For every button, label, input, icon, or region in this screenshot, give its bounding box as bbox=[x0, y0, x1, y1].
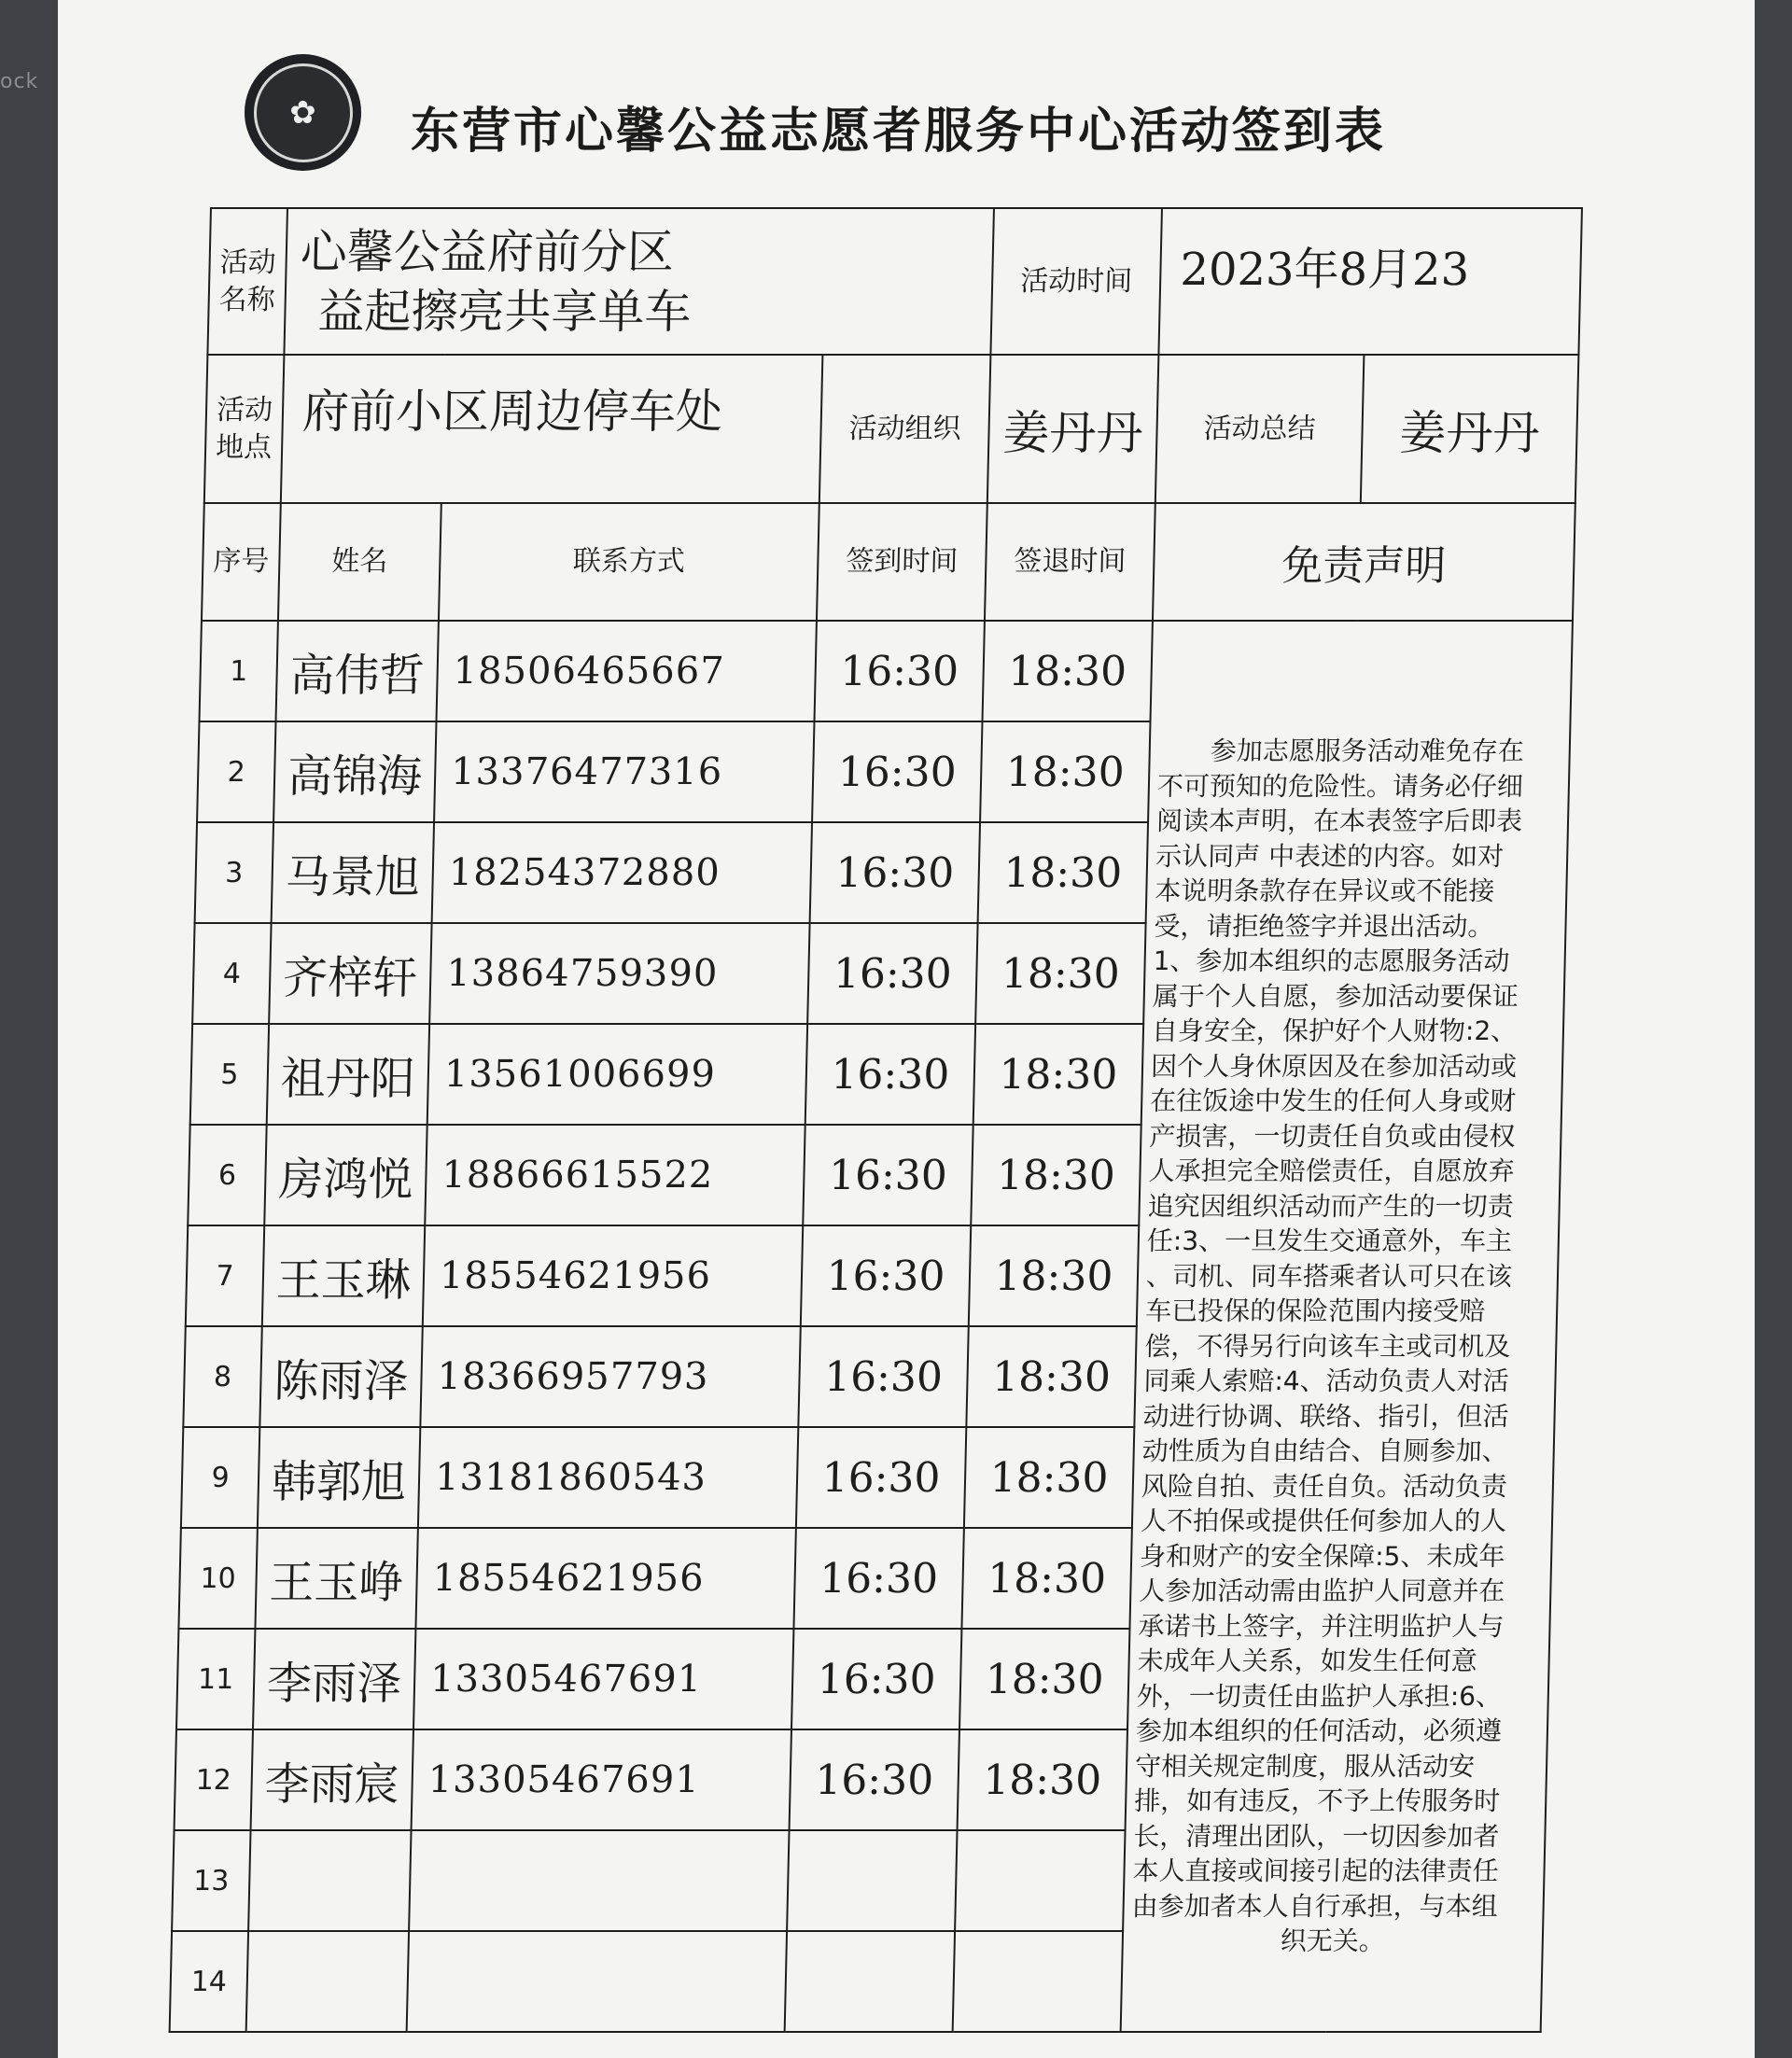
disclaimer-line: 动进行协调、联络、指引，但活 bbox=[1142, 1400, 1510, 1432]
checkin-time: 16:30 bbox=[796, 1427, 966, 1528]
participant-phone: 13561006699 bbox=[427, 1024, 807, 1125]
row-number: 12 bbox=[175, 1729, 253, 1830]
row-number: 2 bbox=[197, 721, 275, 822]
header-name: 姓名 bbox=[278, 503, 441, 621]
participant-phone: 13864759390 bbox=[429, 923, 809, 1024]
checkin-time: 16:30 bbox=[801, 1225, 971, 1326]
participant-phone: 13376477316 bbox=[434, 721, 814, 822]
participant-name bbox=[248, 1830, 411, 1931]
row-number: 6 bbox=[188, 1125, 266, 1225]
disclaimer-line: 风险自拍、责任自负。活动负责 bbox=[1141, 1470, 1508, 1502]
participant-name: 韩郭旭 bbox=[258, 1427, 420, 1528]
participant-phone: 18554621956 bbox=[415, 1528, 795, 1629]
row-number: 13 bbox=[172, 1830, 250, 1931]
disclaimer-line: 因个人身休原因及在参加活动或 bbox=[1150, 1050, 1518, 1082]
participant-name: 李雨泽 bbox=[253, 1629, 415, 1729]
disclaimer-line: 追究因组织活动而产生的一切责 bbox=[1147, 1190, 1515, 1222]
disclaimer-line: 自身安全，保护好个人财物:2、 bbox=[1151, 1015, 1518, 1046]
participant-phone: 18866615522 bbox=[425, 1125, 805, 1225]
checkin-time: 16:30 bbox=[810, 822, 980, 923]
participant-phone: 18254372880 bbox=[432, 822, 812, 923]
disclaimer-line: 、司机、同车搭乘者认可只在该 bbox=[1145, 1260, 1513, 1292]
disclaimer-line: 在往饭途中发生的任何人身或财 bbox=[1149, 1085, 1517, 1116]
disclaimer-line: 织无关。 bbox=[1280, 1925, 1386, 1956]
disclaimer-line: 阅读本声明，在本表签字后即表 bbox=[1155, 805, 1523, 836]
table-row bbox=[199, 621, 1572, 721]
checkout-time: 18:30 bbox=[971, 1125, 1141, 1225]
participant-name: 马景旭 bbox=[272, 822, 434, 923]
participant-name: 高伟哲 bbox=[275, 621, 438, 721]
row-number: 1 bbox=[199, 621, 277, 721]
checkout-time: 18:30 bbox=[982, 621, 1152, 721]
disclaimer-line: 人承担完全赔偿责任，自愿放弃 bbox=[1148, 1155, 1515, 1186]
participant-name: 房鸿悦 bbox=[264, 1125, 427, 1225]
page-title: 东营市心馨公益志愿者服务中心活动签到表 bbox=[411, 104, 1387, 160]
disclaimer-line: 偿，不得另行向该车主或司机及 bbox=[1143, 1330, 1511, 1362]
disclaimer-line: 车已投保的保险范围内接受赔 bbox=[1144, 1295, 1486, 1326]
activity-time-value: 2023年8月23 bbox=[1158, 208, 1582, 355]
disclaimer-line: 人参加活动需由监护人同意并在 bbox=[1138, 1575, 1505, 1606]
checkin-time: 16:30 bbox=[798, 1326, 968, 1427]
row-number: 14 bbox=[170, 1931, 248, 2032]
participant-phone: 13305467691 bbox=[413, 1629, 793, 1729]
activity-organizer-signature: 姜丹丹 bbox=[987, 355, 1159, 503]
checkout-time: 18:30 bbox=[978, 822, 1148, 923]
checkin-time: 16:30 bbox=[790, 1729, 959, 1830]
participant-name: 高锦海 bbox=[273, 721, 436, 822]
row-number: 8 bbox=[183, 1326, 261, 1427]
disclaimer-line: 长，清理出团队，一切因参加者 bbox=[1133, 1820, 1500, 1852]
disclaimer-line: 不可预知的危险性。请务必仔细 bbox=[1156, 770, 1524, 802]
disclaimer-line: 本人直接或间接引起的法律责任 bbox=[1132, 1855, 1499, 1886]
participant-phone: 18506465667 bbox=[436, 621, 816, 721]
participant-name: 王玉琳 bbox=[262, 1225, 425, 1326]
disclaimer-line: 由参加者本人自行承担，与本组 bbox=[1131, 1890, 1499, 1922]
participant-name: 王玉峥 bbox=[255, 1528, 417, 1629]
checkin-time bbox=[787, 1830, 957, 1931]
participant-phone bbox=[407, 1931, 787, 2032]
row-number: 5 bbox=[190, 1024, 269, 1125]
checkin-time: 16:30 bbox=[803, 1125, 973, 1225]
checkout-time bbox=[953, 1931, 1123, 2032]
participant-name bbox=[246, 1931, 409, 2032]
participant-phone bbox=[409, 1830, 789, 1931]
checkin-time bbox=[785, 1931, 955, 2032]
checkout-time: 18:30 bbox=[980, 721, 1150, 822]
row-number: 3 bbox=[195, 822, 273, 923]
disclaimer-line: 任:3、一旦发生交通意外，车主 bbox=[1146, 1225, 1513, 1256]
checkin-time: 16:30 bbox=[793, 1528, 963, 1629]
checkout-time: 18:30 bbox=[959, 1629, 1129, 1729]
checkin-time: 16:30 bbox=[805, 1024, 975, 1125]
disclaimer-line: 守相关规定制度，服从活动安 bbox=[1134, 1750, 1476, 1782]
checkout-time: 18:30 bbox=[966, 1326, 1136, 1427]
checkout-time: 18:30 bbox=[958, 1729, 1127, 1830]
disclaimer-line: 同乘人索赔:4、活动负责人对活 bbox=[1143, 1365, 1510, 1396]
checkout-time bbox=[955, 1830, 1125, 1931]
disclaimer-line: 属于个人自愿，参加活动要保证 bbox=[1152, 980, 1519, 1012]
participant-name: 齐梓轩 bbox=[269, 923, 431, 1024]
header-checkout: 签退时间 bbox=[985, 503, 1155, 621]
organization-logo bbox=[245, 54, 361, 171]
row-number: 7 bbox=[186, 1225, 264, 1326]
participant-phone: 13305467691 bbox=[412, 1729, 791, 1830]
disclaimer-line: 承诺书上签字，并注明监护人与 bbox=[1138, 1610, 1505, 1642]
disclaimer-line: 受，请拒绝签字并退出活动。 bbox=[1154, 910, 1494, 942]
activity-time-label: 活动时间 bbox=[990, 208, 1162, 355]
sign-in-table bbox=[169, 207, 1583, 2033]
dove-logo-icon: ✿ bbox=[254, 63, 353, 162]
activity-name-label: 活动名称 bbox=[207, 208, 287, 355]
row-number: 10 bbox=[178, 1528, 257, 1629]
activity-location-label: 活动地点 bbox=[204, 355, 285, 503]
participant-phone: 18554621956 bbox=[423, 1225, 803, 1326]
checkout-time: 18:30 bbox=[969, 1225, 1139, 1326]
disclaimer-line: 未成年人关系，如发生任何意 bbox=[1137, 1645, 1478, 1676]
disclaimer-line: 本说明条款存在异议或不能接 bbox=[1155, 875, 1495, 906]
disclaimer-line: 动性质为自由结合、自厕参加、 bbox=[1141, 1435, 1509, 1466]
row-number: 11 bbox=[176, 1629, 255, 1729]
activity-organizer-label: 活动组织 bbox=[819, 355, 991, 503]
disclaimer-text bbox=[1121, 621, 1573, 2032]
activity-name-value: 心馨公益府前分区 益起擦亮共享单车 bbox=[284, 208, 994, 355]
background-text: ock bbox=[0, 70, 39, 93]
disclaimer-line: 参加本组织的任何活动，必须遵 bbox=[1135, 1715, 1503, 1746]
participant-phone: 13181860543 bbox=[418, 1427, 798, 1528]
activity-location-value: 府前小区周边停车处 bbox=[281, 355, 823, 503]
activity-summary-signature: 姜丹丹 bbox=[1361, 355, 1579, 503]
disclaimer-line: 排，如有违反，不予上传服务时 bbox=[1133, 1785, 1501, 1816]
activity-summary-label: 活动总结 bbox=[1155, 355, 1365, 503]
header-no: 序号 bbox=[202, 503, 281, 621]
row-number: 9 bbox=[181, 1427, 259, 1528]
header-checkin: 签到时间 bbox=[817, 503, 987, 621]
disclaimer-line: 参加志愿服务活动难免存在 bbox=[1157, 735, 1525, 766]
checkin-time: 16:30 bbox=[812, 721, 982, 822]
checkin-time: 16:30 bbox=[807, 923, 977, 1024]
disclaimer-line: 外，一切责任由监护人承担:6、 bbox=[1136, 1680, 1503, 1712]
disclaimer-line: 人不拍保或提供任何参加人的人 bbox=[1140, 1505, 1507, 1536]
participant-name: 陈雨泽 bbox=[259, 1326, 422, 1427]
participant-name: 李雨宸 bbox=[251, 1729, 413, 1830]
row-number: 4 bbox=[192, 923, 271, 1024]
checkin-time: 16:30 bbox=[791, 1629, 961, 1729]
checkout-time: 18:30 bbox=[964, 1427, 1134, 1528]
disclaimer-line: 1、参加本组织的志愿服务活动 bbox=[1153, 945, 1510, 976]
checkout-time: 18:30 bbox=[973, 1024, 1143, 1125]
participant-name: 祖丹阳 bbox=[267, 1024, 429, 1125]
header-contact: 联系方式 bbox=[439, 503, 819, 621]
checkin-time: 16:30 bbox=[814, 621, 984, 721]
participant-phone: 18366957793 bbox=[420, 1326, 800, 1427]
header-disclaimer: 免责声明 bbox=[1153, 503, 1575, 621]
checkout-time: 18:30 bbox=[975, 923, 1145, 1024]
disclaimer-line: 示认同声 中表述的内容。如对 bbox=[1155, 840, 1505, 872]
disclaimer-line: 身和财产的安全保障:5、未成年 bbox=[1139, 1540, 1505, 1572]
checkout-time: 18:30 bbox=[961, 1528, 1131, 1629]
disclaimer-line: 产损害，一切责任自负或由侵权 bbox=[1149, 1120, 1516, 1152]
